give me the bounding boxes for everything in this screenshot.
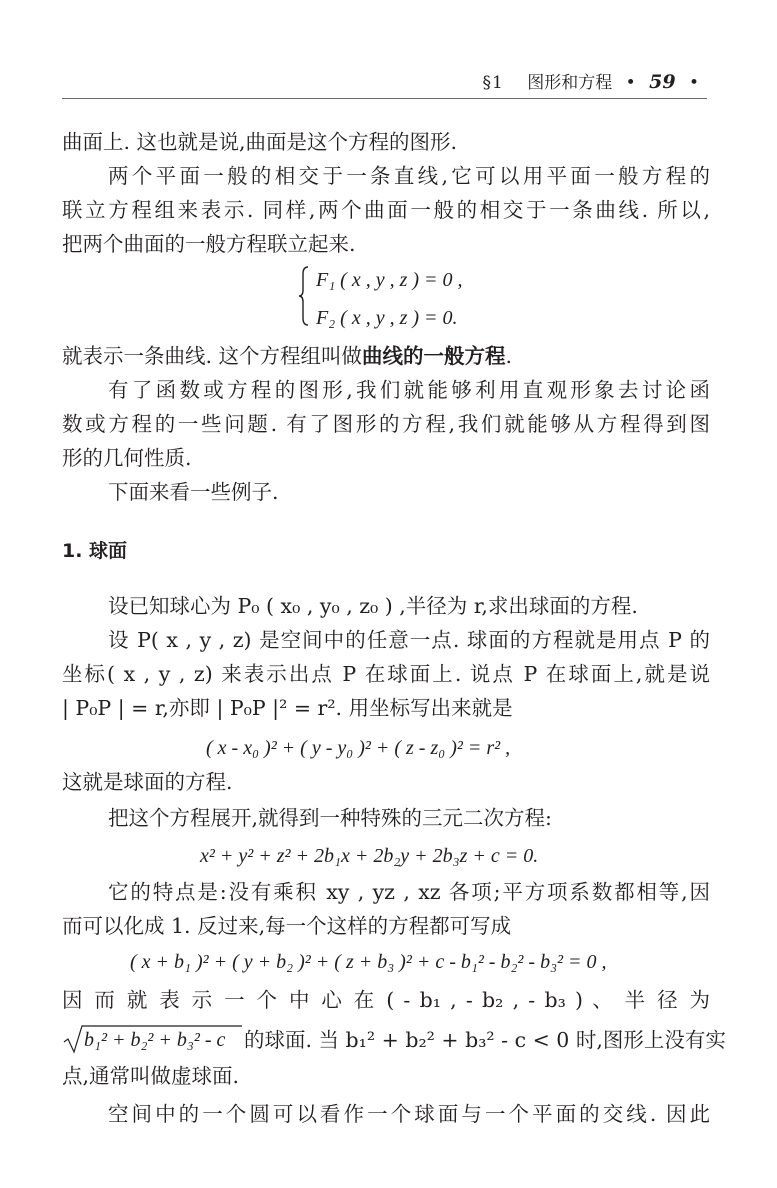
text-line: 把两个曲面的一般方程联立起来. bbox=[62, 232, 356, 256]
page-number: 59 bbox=[649, 71, 676, 93]
text-line bbox=[62, 342, 710, 370]
text-line: 点,通常叫做虚球面. bbox=[62, 1064, 240, 1088]
text-line: 形的几何性质. bbox=[62, 446, 192, 470]
text-line: 设 P( x , y , z) 是空间中的任意一点. 球面的方程就是用点 P 的 bbox=[108, 628, 710, 652]
equation-completed-square: ( x + b₁ )² + ( y + b₂ )² + ( z + b₃ )² + c - b₁² - b₂² - b₃² = 0 , bbox=[130, 951, 607, 973]
text-line: 而可以化成 1. 反过来,每一个这样的方程都可写成 bbox=[62, 914, 512, 938]
header-bullet-right: • bbox=[688, 73, 699, 93]
term-curve-general-equation: 曲线的一般方程 bbox=[362, 344, 506, 368]
text-line: 把这个方程展开,就得到一种特殊的三元二次方程: bbox=[108, 806, 552, 830]
text-line: | P₀P | = r,亦即 | P₀P |² = r². 用坐标写出来就是 bbox=[62, 696, 513, 720]
header-chapter-title: 图形和方程 bbox=[527, 73, 613, 93]
left-brace bbox=[298, 266, 310, 326]
equation-f2: F₂ ( x , y , z ) = 0. bbox=[316, 307, 458, 329]
text-segment: 就表示一条曲线. 这个方程组叫做 bbox=[62, 344, 363, 368]
text-line: 数或方程的一些问题. 有了图形的方程,我们就能够从方程得到图 bbox=[62, 412, 710, 436]
text-line: 坐标( x , y , z) 来表示出点 P 在球面上. 说点 P 在球面上,就是说 bbox=[62, 662, 710, 686]
text-line: 因 而 就 表 示 一 个 中 心 在 ( - b₁ , - b₂ , - b₃ ) 、 半 径 为 bbox=[62, 988, 710, 1012]
header-section-number: §1 bbox=[482, 73, 504, 93]
text-line: 设已知球心为 P₀ ( x₀ , y₀ , z₀ ) ,半径为 r,求出球面的方程. bbox=[108, 594, 638, 618]
header-bullet-left: • bbox=[625, 73, 636, 93]
text-line: 这就是球面的方程. bbox=[62, 770, 233, 794]
sqrt-expression: b₁² + b₂² + b₃² - c bbox=[84, 1029, 226, 1051]
text-line: 联立方程组来表示. 同样,两个曲面一般的相交于一条曲线. 所以, bbox=[62, 198, 710, 222]
text-line: 有了函数或方程的图形,我们就能够利用直观形象去讨论函 bbox=[108, 378, 710, 402]
text-line: 两个平面一般的相交于一条直线,它可以用平面一般方程的 bbox=[108, 164, 710, 188]
equation-sphere: ( x - x₀ )² + ( y - y₀ )² + ( z - z₀ )² = r² , bbox=[206, 737, 511, 759]
equation-expanded: x² + y² + z² + 2b₁x + 2b₂y + 2b₃z + c = 0. bbox=[200, 845, 539, 867]
text-line: 的球面. 当 b₁² + b₂² + b₃² - c < 0 时,图形上没有实 bbox=[244, 1028, 726, 1052]
page-header bbox=[62, 60, 707, 99]
equation-f1: F₁ ( x , y , z ) = 0 , bbox=[316, 269, 463, 291]
text-line: 下面来看一些例子. bbox=[108, 480, 279, 504]
text-line: 曲面上. 这也就是说,曲面是这个方程的图形. bbox=[62, 130, 458, 154]
text-line: 它的特点是:没有乘积 xy , yz , xz 各项;平方项系数都相等,因 bbox=[108, 880, 710, 904]
text-segment: . bbox=[505, 344, 513, 368]
text-line: 空间中的一个圆可以看作一个球面与一个平面的交线. 因此 bbox=[108, 1102, 710, 1126]
section-title: 1. 球面 bbox=[62, 540, 128, 562]
